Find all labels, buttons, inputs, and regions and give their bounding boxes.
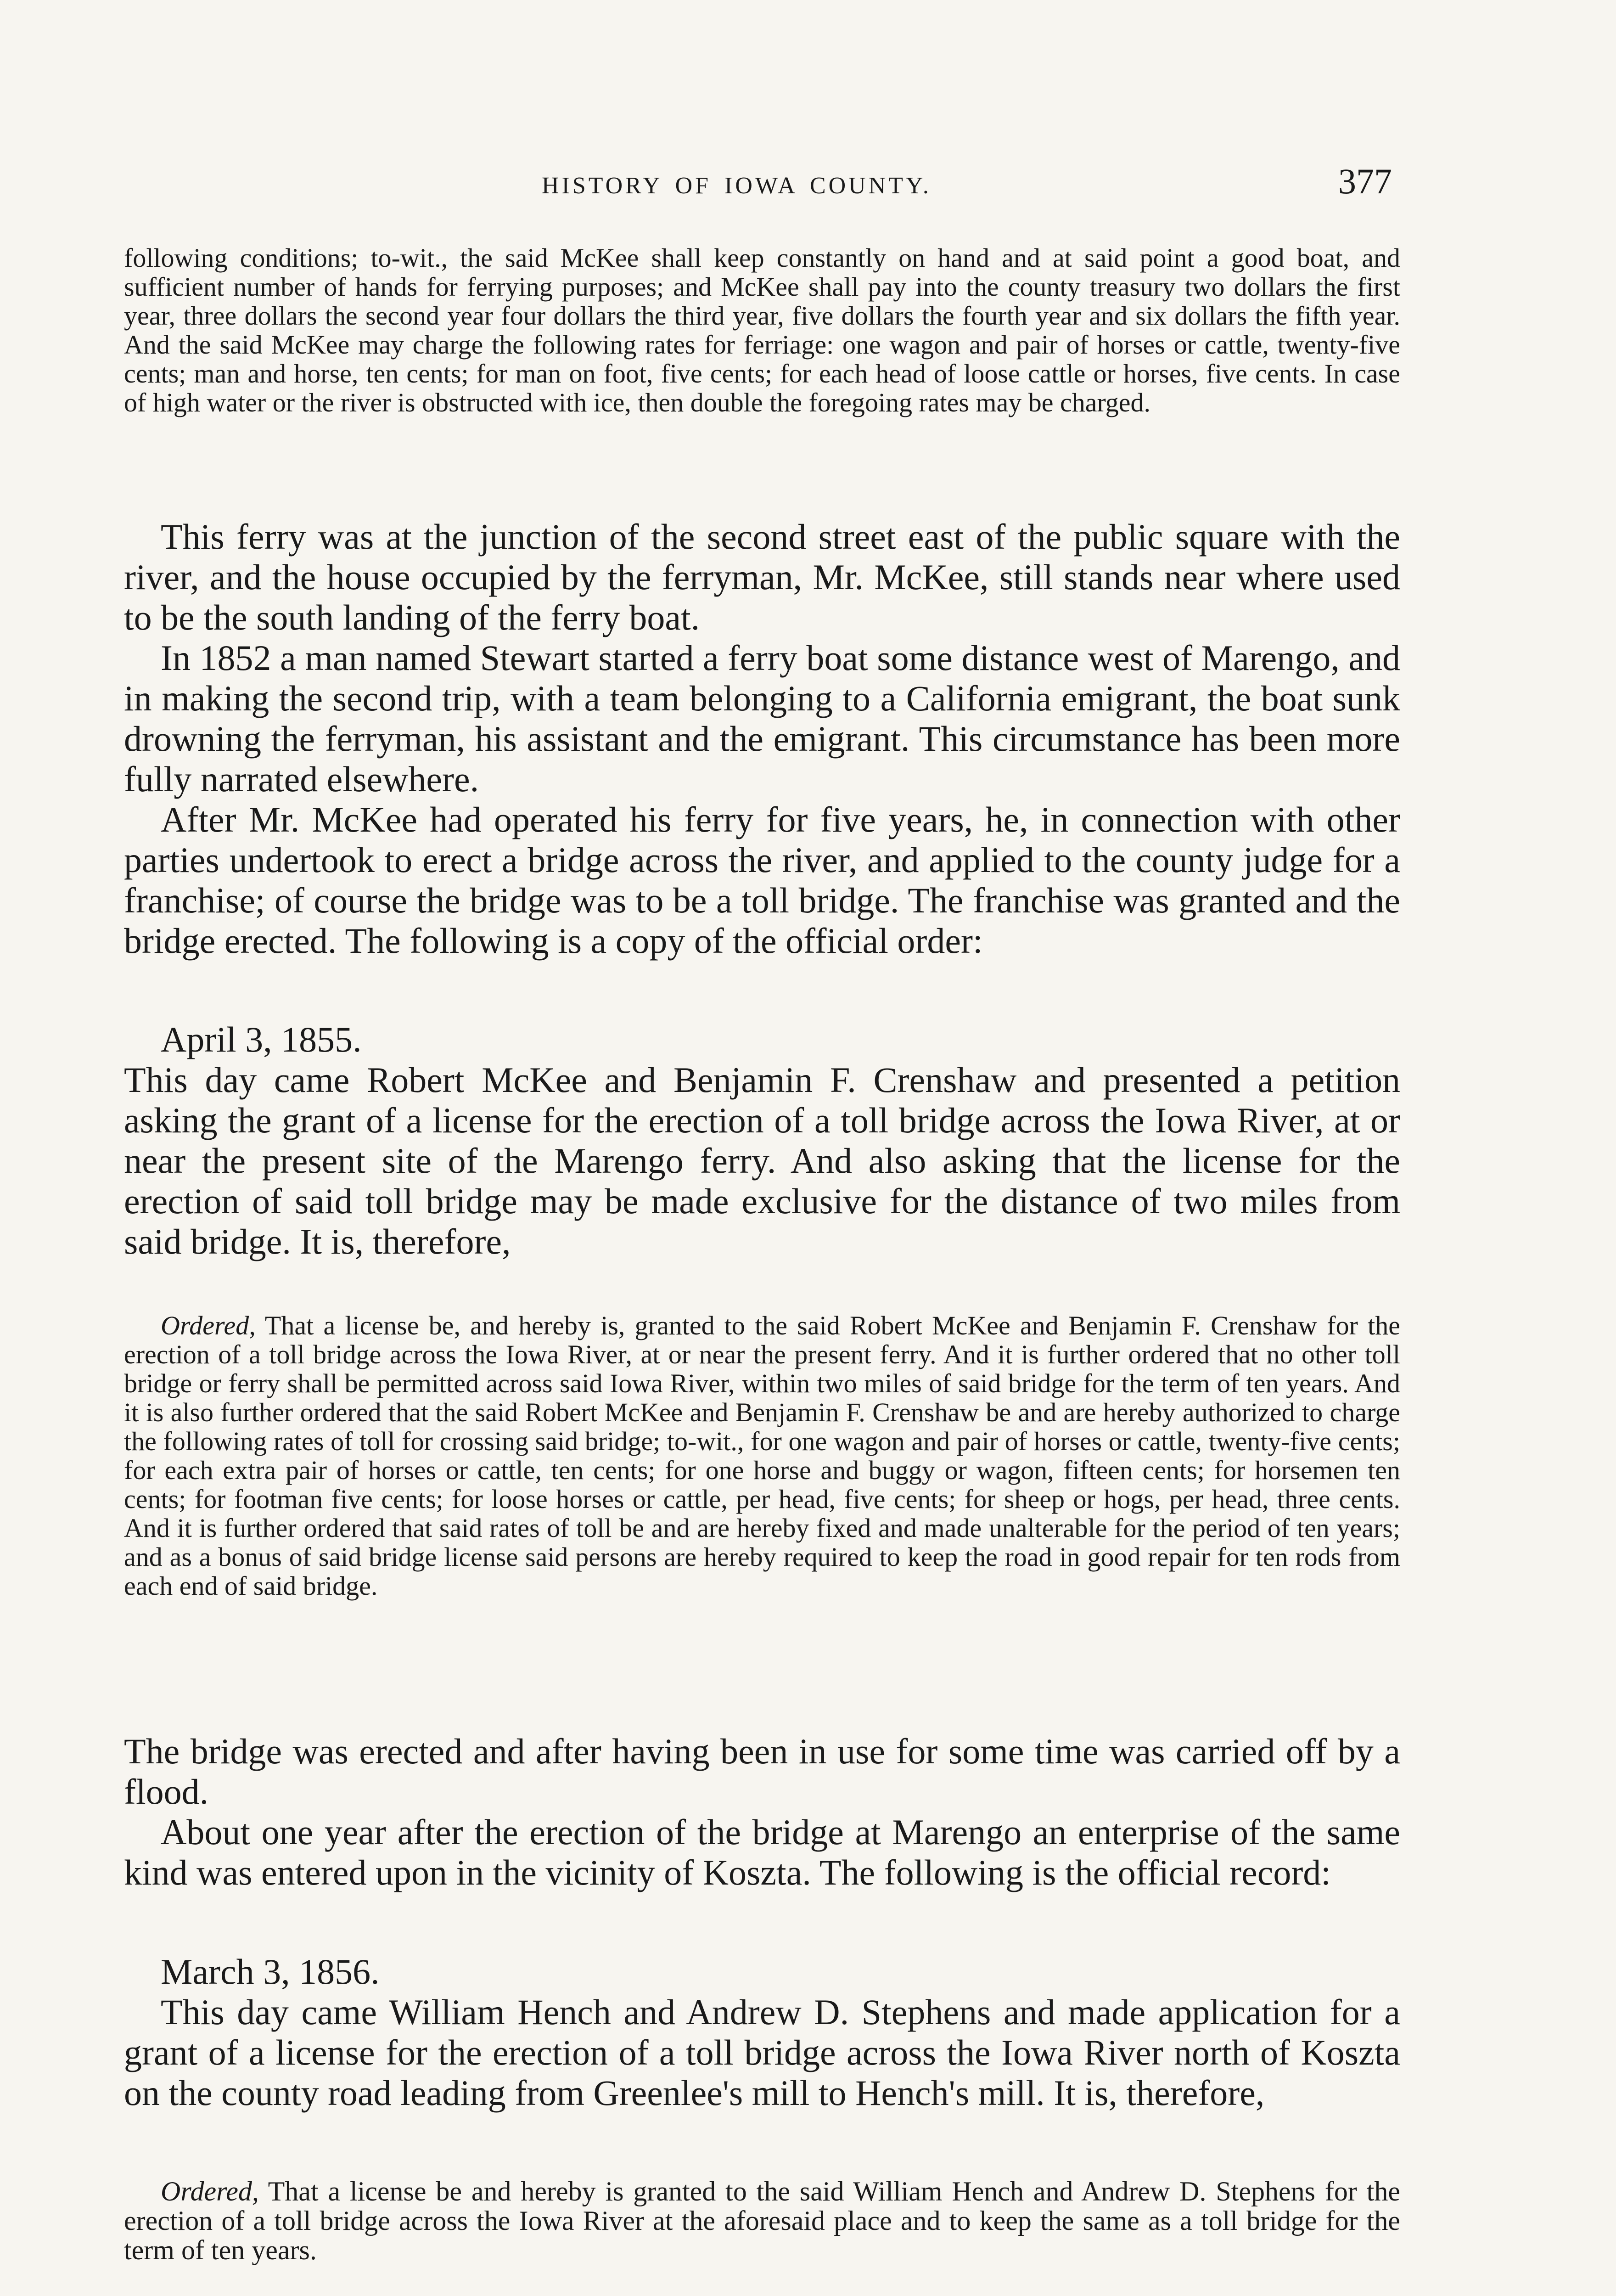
paragraph-stewart-ferry: In 1852 a man named Stewart started a ferry boat some distance west of Marengo, and in making the second trip, with a team belonging to a California emigrant, the boat sunk drowning the ferryman, his assistant and the emigrant. This circumstance has been more fully narrated elsewhere.: [124, 638, 1400, 799]
ordered-1856-text: [124, 2177, 1400, 2265]
ordered-1856-body: That a license be and hereby is granted to the said William Hench and Andrew D. Stephens for the erection of a toll bridge across the Iowa River at the aforesaid place and to keep the same as a toll bridge for the term of ten years.: [124, 2176, 1400, 2265]
body-section-1: [124, 517, 1400, 961]
ferry-conditions-text: following conditions; to-wit., the said McKee shall keep constantly on hand and at said point a good boat, and sufficient number of hands for ferrying purposes; and McKee shall pay into the county treasury two dollars the first year, three dollars the second year four dollars the third year, five dollars the fourth year and six dollars the fifth year. And the said McKee may charge the following rates for ferriage: one wagon and pair of horses or cattle, twenty-five cents; man and horse, ten cents; for man on foot, five cents; for each head of loose cattle or horses, five cents. In case of high water or the river is obstructed with ice, then double the foregoing rates may be charged.: [124, 243, 1400, 417]
order-date-1856: March 3, 1856.: [161, 1952, 380, 1992]
paragraph-bridge-franchise: After Mr. McKee had operated his ferry for five years, he, in connection with other parties undertook to erect a bridge across the river, and applied to the county judge for a franchise; of course the bridge was to be a toll bridge. The franchise was granted and the bridge erected. The following is a copy of the official order:: [124, 799, 1400, 961]
ordered-1856: [124, 2177, 1400, 2265]
petition-1855: This day came Robert McKee and Benjamin F. Crenshaw and presented a petition asking the grant of a license for the erection of a toll bridge across the Iowa River, at or near the present site of the Marengo ferry. And also asking that the license for the erection of said toll bridge may be made exclusive for the distance of two miles from said bridge. It is, therefore,: [124, 1060, 1400, 1261]
ordered-label: Ordered,: [161, 1311, 256, 1340]
running-head: HISTORY OF IOWA COUNTY.: [542, 173, 931, 199]
paragraph-koszta: About one year after the erection of the bridge at Marengo an enterprise of the same kind was entered upon in the vicinity of Koszta. The following is the official record:: [124, 1812, 1400, 1892]
order-date-1855: April 3, 1855.: [161, 1019, 362, 1059]
paragraph-bridge-flood: The bridge was erected and after having been in use for some time was carried off by a flood.: [124, 1731, 1400, 1812]
paragraph-ferry-location: This ferry was at the junction of the second street east of the public square with the river, and the house occupied by the ferryman, Mr. McKee, still stands near where used to be the south landing of the ferry boat.: [124, 517, 1400, 637]
order-1855: [124, 1019, 1400, 1262]
body-section-2: [124, 1731, 1400, 1893]
ordered-label-1856: Ordered,: [161, 2176, 259, 2206]
ordered-1855-body: That a license be, and hereby is, granted to the said Robert McKee and Benjamin F. Crenshaw for the erection of a toll bridge across the Iowa River, at or near the present ferry. And it is further ordered that no other toll bridge or ferry shall be permitted across said Iowa River, within two miles of said bridge for the term of ten years. And it is also further ordered that the said Robert McKee and Benjamin F. Crenshaw be and are hereby authorized to charge the following rates of toll for crossing said bridge; to-wit., for one wagon and pair of horses or cattle, twenty-five cents; for each extra pair of horses or cattle, ten cents; for one horse and buggy or wagon, fifteen cents; for horsemen ten cents; for footman five cents; for loose horses or cattle, per head, five cents; for sheep or hogs, per head, three cents. And it is further ordered that said rates of toll be and are hereby fixed and made unalterable for the period of ten years; and as a bonus of said bridge license said persons are hereby required to keep the road in good repair for ten rods from each end of said bridge.: [124, 1311, 1400, 1601]
order-1856: [124, 1952, 1400, 2113]
application-1856: This day came William Hench and Andrew D. Stephens and made application for a grant of a license for the erection of a toll bridge across the Iowa River north of Koszta on the county road leading from Greenlee's mill to Hench's mill. It is, therefore,: [124, 1992, 1400, 2113]
paragraph-ferry-conditions: [124, 243, 1400, 417]
ordered-1855: [124, 1311, 1400, 1600]
ordered-1855-text: [124, 1311, 1400, 1600]
page-number: 377: [1338, 161, 1392, 201]
